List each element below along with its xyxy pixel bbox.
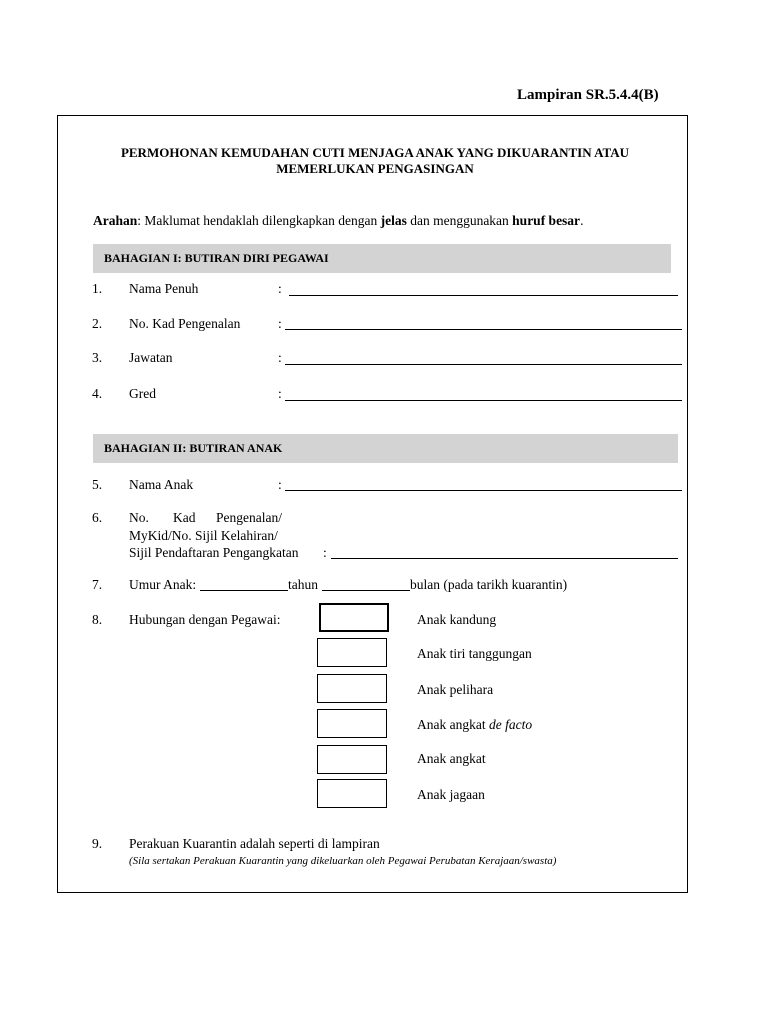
- full-name-input-line[interactable]: [289, 295, 678, 296]
- relationship-option-label: Anak tiri tanggungan: [417, 646, 532, 661]
- field-label: Hubungan dengan Pegawai:: [129, 612, 281, 627]
- ic-number-input-line[interactable]: [285, 329, 682, 330]
- field-colon: :: [323, 545, 327, 560]
- instruction-emphasis-clear: jelas: [380, 213, 407, 228]
- field-number: 2.: [92, 316, 103, 331]
- relationship-option-italic-suffix: de facto: [488, 717, 533, 732]
- field-colon: :: [278, 350, 282, 365]
- instruction-text: [93, 213, 583, 229]
- relationship-option-label: [417, 717, 532, 733]
- relationship-checkbox-foster[interactable]: [317, 674, 387, 703]
- field-label-word-3: Pengenalan/: [216, 510, 282, 525]
- field-number: 7.: [92, 577, 103, 592]
- field-number: 9.: [92, 836, 103, 851]
- field-label-word-2: Kad: [173, 510, 196, 525]
- relationship-checkbox-adopted[interactable]: [317, 745, 387, 774]
- certificate-note: (Sila sertakan Perakuan Kuarantin yang dikeluarkan oleh Pegawai Perubatan Kerajaan/swasta): [129, 855, 557, 867]
- age-years-unit: tahun: [288, 577, 318, 592]
- field-number: 4.: [92, 386, 103, 401]
- field-label: Nama Penuh: [129, 281, 199, 296]
- instruction-part-c: .: [580, 213, 584, 228]
- relationship-option-label: Anak pelihara: [417, 682, 494, 697]
- field-label: Nama Anak: [129, 477, 194, 492]
- appendix-reference: Lampiran SR.5.4.4(B): [517, 87, 659, 103]
- field-number: 3.: [92, 350, 103, 365]
- relationship-checkbox-biological[interactable]: [319, 603, 389, 632]
- field-number: 8.: [92, 612, 103, 627]
- field-label-line-2: MyKid/No. Sijil Kelahiran/: [129, 528, 278, 543]
- relationship-checkbox-stepchild[interactable]: [317, 638, 387, 667]
- section-1-heading: BAHAGIAN I: BUTIRAN DIRI PEGAWAI: [93, 244, 671, 273]
- section-2-heading: BAHAGIAN II: BUTIRAN ANAK: [93, 434, 678, 463]
- field-label: Umur Anak:: [129, 577, 197, 592]
- field-label: Jawatan: [129, 350, 173, 365]
- field-label: No. Kad Pengenalan: [129, 316, 241, 331]
- field-number: 1.: [92, 281, 103, 296]
- field-label-word-1: No.: [129, 510, 149, 525]
- field-colon: :: [278, 477, 282, 492]
- age-years-input-line[interactable]: [200, 590, 288, 591]
- field-number: 6.: [92, 510, 103, 525]
- relationship-option-label: Anak kandung: [417, 612, 497, 627]
- field-colon: :: [278, 281, 282, 296]
- relationship-option-label: Anak angkat: [417, 751, 486, 766]
- age-months-input-line[interactable]: [322, 590, 410, 591]
- child-name-input-line[interactable]: [285, 490, 682, 491]
- relationship-option-label: Anak jagaan: [417, 787, 485, 802]
- form-frame: [57, 115, 688, 893]
- field-colon: :: [278, 316, 282, 331]
- relationship-option-text: Anak angkat: [417, 717, 489, 732]
- instruction-part-a: : Maklumat hendaklah dilengkapkan dengan: [137, 213, 381, 228]
- relationship-checkbox-de-facto-adopted[interactable]: [317, 709, 387, 738]
- field-label: Gred: [129, 386, 156, 401]
- position-input-line[interactable]: [285, 364, 682, 365]
- field-label: Perakuan Kuarantin adalah seperti di lampiran: [129, 836, 380, 851]
- field-label-line-3: Sijil Pendaftaran Pengangkatan: [129, 545, 299, 560]
- form-title-line-2: MEMERLUKAN PENGASINGAN: [276, 161, 474, 176]
- child-id-input-line[interactable]: [331, 558, 678, 559]
- age-months-unit: bulan (pada tarikh kuarantin): [410, 577, 568, 592]
- field-number: 5.: [92, 477, 103, 492]
- grade-input-line[interactable]: [285, 400, 682, 401]
- instruction-emphasis-capitals: huruf besar: [512, 213, 581, 228]
- form-title-line-1: PERMOHONAN KEMUDAHAN CUTI MENJAGA ANAK YANG DIKUARANTIN ATAU: [120, 145, 630, 160]
- instruction-part-b: dan menggunakan: [406, 213, 513, 228]
- relationship-checkbox-ward[interactable]: [317, 779, 387, 808]
- field-colon: :: [278, 386, 282, 401]
- instruction-label: Arahan: [93, 213, 138, 228]
